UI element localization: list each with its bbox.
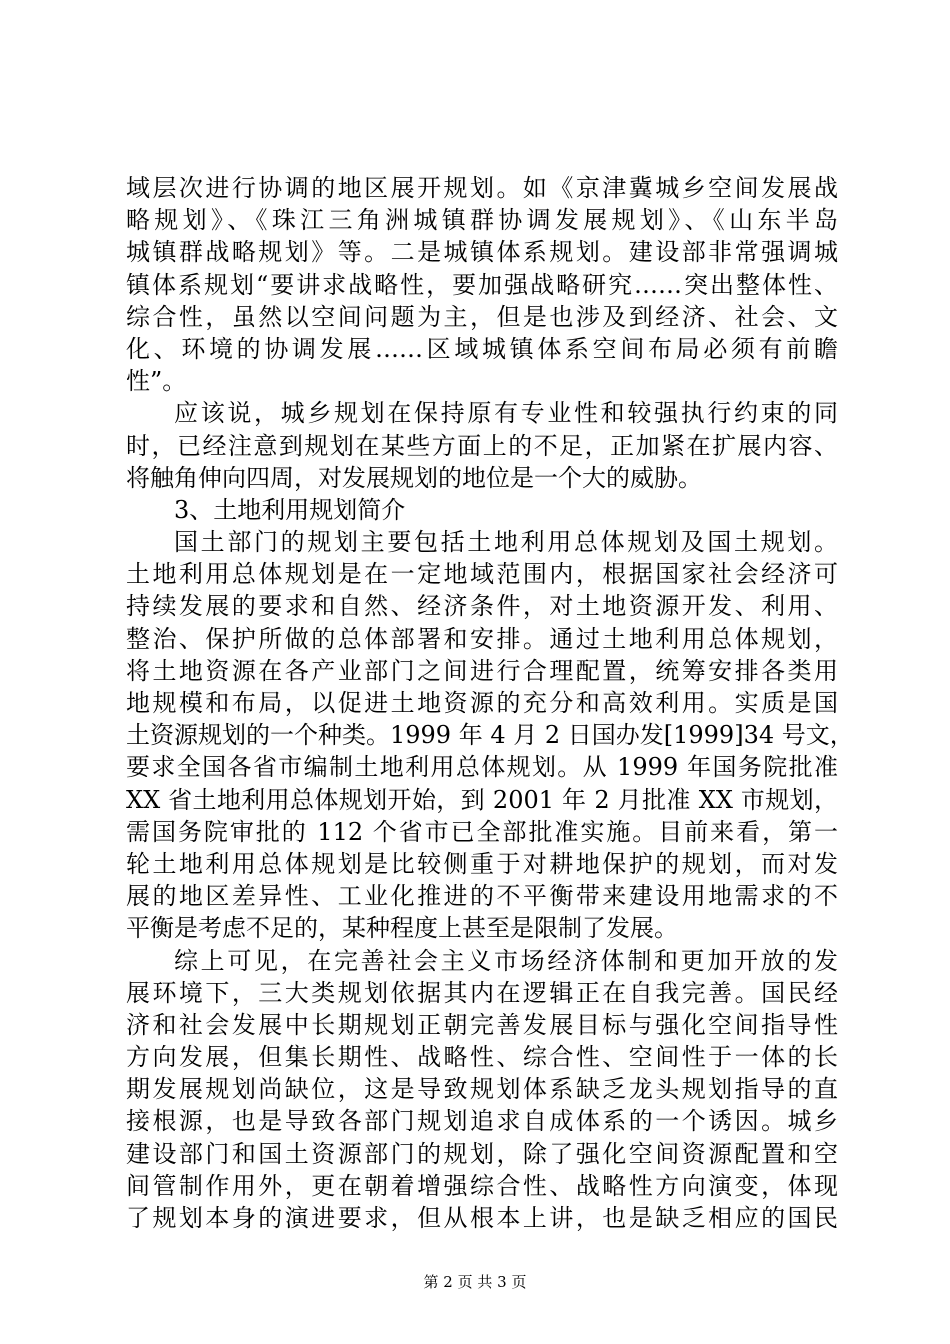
text-line: 将触角伸向四周，对发展规划的地位是一个大的威胁。	[126, 463, 702, 492]
page-number-footer: 第 2 页 共 3 页	[423, 1273, 527, 1291]
paragraph-2	[126, 397, 838, 494]
text-line: 域层次进行协调的地区展开规划。如《京津冀城乡空间发展战	[126, 174, 838, 202]
text-line: 展的地区差异性、工业化推进的不平衡带来建设用地需求的不	[126, 882, 838, 911]
text-line: 国土部门的规划主要包括土地利用总体规划及国土规划。	[174, 528, 838, 557]
text-line: 济和社会发展中长期规划正朝完善发展目标与强化空间指导性	[126, 1010, 838, 1039]
text-line: XX 省土地利用总体规划开始，到 2001 年 2 月批准 XX 市规划，	[126, 785, 838, 814]
text-line: 将土地资源在各产业部门之间进行合理配置，统筹安排各类用	[126, 656, 838, 685]
text-line: 城镇群战略规划》等。二是城镇体系规划。建设部非常强调城	[126, 238, 838, 267]
text-line: 平衡是考虑不足的，某种程度上甚至是限制了发展。	[126, 914, 678, 943]
text-line: 地规模和布局，以促进土地资源的充分和高效利用。实质是国	[126, 689, 838, 717]
text-line: 时，已经注意到规划在某些方面上的不足，正加紧在扩展内容、	[126, 431, 838, 460]
section-heading-text: 3、土地利用规划简介	[174, 495, 406, 524]
text-line: 综上可见，在完善社会主义市场经济体制和更加开放的发	[174, 946, 838, 975]
section-heading	[126, 494, 838, 526]
text-line: 轮土地利用总体规划是比较侧重于对耕地保护的规划，而对发	[126, 849, 838, 878]
text-line: 略规划》、《珠江三角洲城镇群协调发展规划》、《山东半岛	[126, 206, 838, 235]
document-body	[126, 172, 854, 1234]
text-line: 接根源，也是导致各部门规划追求自成体系的一个诱因。城乡	[126, 1107, 838, 1136]
paragraph-4	[126, 945, 838, 1235]
text-line: 整治、保护所做的总体部署和安排。通过土地利用总体规划，	[126, 624, 838, 653]
paragraph-3	[126, 526, 854, 944]
text-line: 土地利用总体规划是在一定地域范围内，根据国家社会经济可	[126, 560, 838, 589]
text-line: 综合性，虽然以空间问题为主，但是也涉及到经济、社会、文	[126, 302, 838, 331]
text-line: 镇体系规划“要讲求战略性，要加强战略研究……突出整体性、	[126, 270, 838, 299]
text-line: 期发展规划尚缺位，这是导致规划体系缺乏龙头规划指导的直	[126, 1075, 838, 1104]
text-line: 需国务院审批的 112 个省市已全部批准实施。目前来看，第一	[126, 817, 838, 846]
text-line: 应该说，城乡规划在保持原有专业性和较强执行约束的同	[174, 399, 838, 428]
text-line: 了规划本身的演进要求，但从根本上讲，也是缺乏相应的国民	[126, 1204, 838, 1232]
text-line: 性”。	[126, 367, 187, 396]
text-line: 化、环境的协调发展……区域城镇体系空间布局必须有前瞻	[126, 334, 838, 363]
text-line: 展环境下，三大类规划依据其内在逻辑正在自我完善。国民经	[126, 978, 838, 1007]
paragraph-1	[126, 172, 838, 397]
text-line: 土资源规划的一个种类。1999 年 4 月 2 日国办发[1999]34 号文，	[126, 721, 854, 750]
text-line: 建设部门和国土资源部门的规划，除了强化空间资源配置和空	[126, 1139, 838, 1168]
text-line: 方向发展，但集长期性、战略性、综合性、空间性于一体的长	[126, 1043, 838, 1072]
text-line: 间管制作用外，更在朝着增强综合性、战略性方向演变，体现	[126, 1171, 838, 1200]
text-line: 要求全国各省市编制土地利用总体规划。从 1999 年国务院批准	[126, 753, 838, 782]
text-line: 持续发展的要求和自然、经济条件，对土地资源开发、利用、	[126, 592, 838, 621]
